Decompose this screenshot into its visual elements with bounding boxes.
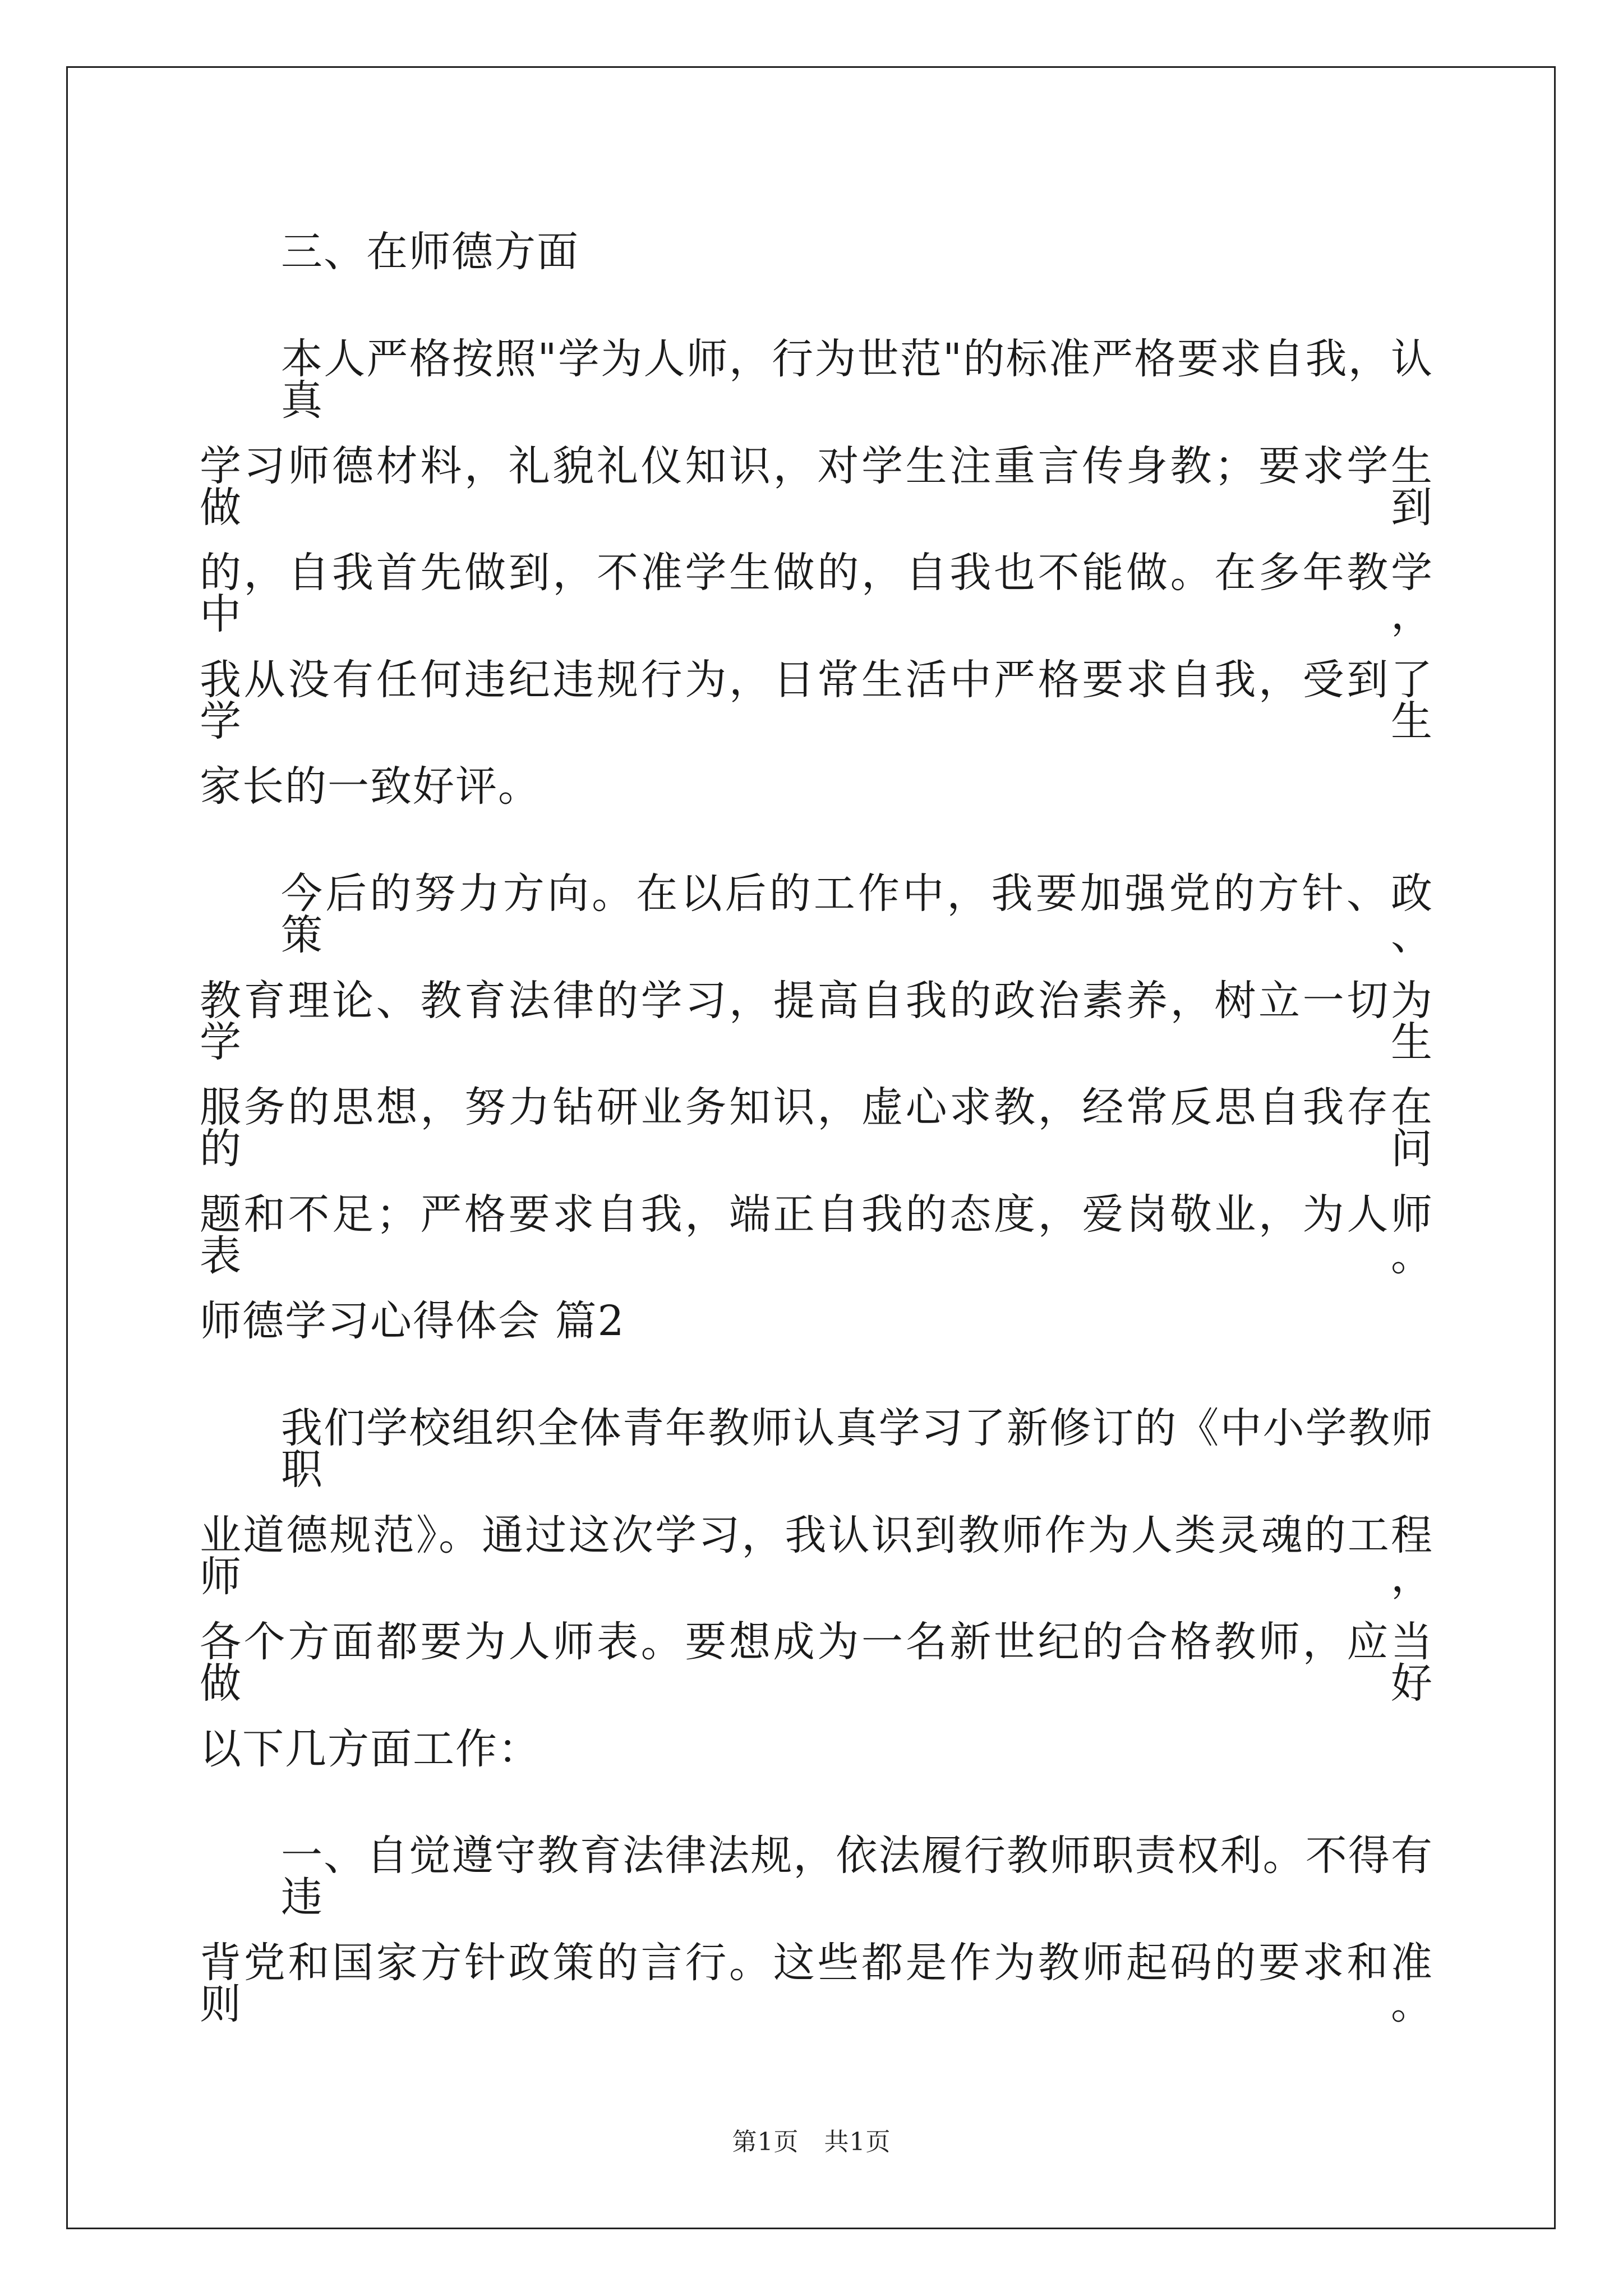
paragraph-line: 学习师德材料，礼貌礼仪知识，对学生注重言传身教；要求学生做到 [200,442,1433,532]
paragraph-line: 我从没有任何违纪违规行为，日常生活中严格要求自我，受到了学生 [200,656,1433,746]
paragraph-line: 各个方面都要为人师表。要想成为一名新世纪的合格教师，应当做好 [200,1618,1433,1708]
paragraph-line: 的，自我首先做到，不准学生做的，自我也不能做。在多年教学中， [200,549,1433,638]
paragraph-line: 本人严格按照"学为人师，行为世范"的标准严格要求自我，认真 [281,335,1433,425]
paragraph-line: 教育理论、教育法律的学习，提高自我的政治素养，树立一切为学生 [200,977,1433,1066]
paragraph-line: 题和不足；严格要求自我，端正自我的态度，爱岗敬业，为人师表。 [200,1190,1433,1280]
page-footer: 第1页 共1页 [732,2128,891,2156]
paragraph-line: 今后的努力方向。在以后的工作中，我要加强党的方针、政策、 [281,869,1433,959]
paragraph-line: 我们学校组织全体青年教师认真学习了新修订的《中小学教师职 [281,1404,1433,1494]
paragraph-line: 服务的思想，努力钻研业务知识，虚心求教，经常反思自我存在的问 [200,1083,1433,1173]
section-heading: 三、在师德方面 [281,228,579,276]
paragraph-line: 背党和国家方针政策的言行。这些都是作为教师起码的要求和准则。 [200,1939,1433,2028]
paragraph-line: 家长的一致好评。 [200,762,541,811]
paragraph-line: 业道德规范》。通过这次学习，我认识到教师作为人类灵魂的工程师， [200,1511,1433,1601]
paragraph-line: 一、自觉遵守教育法律法规，依法履行教师职责权利。不得有违 [281,1832,1433,1921]
article-title: 师德学习心得体会 篇2 [200,1297,625,1345]
paragraph-line: 以下几方面工作： [200,1725,541,1773]
